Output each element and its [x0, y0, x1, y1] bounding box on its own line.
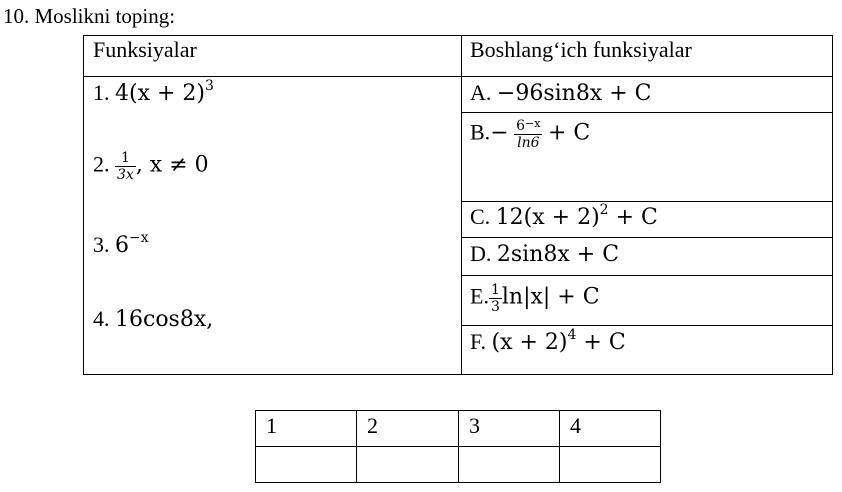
answer-b	[470, 118, 590, 151]
answer-e	[470, 282, 600, 315]
function-fraction	[115, 150, 136, 183]
table-border-left	[83, 35, 84, 375]
answer-letter: F.	[470, 329, 486, 354]
answer-f	[470, 329, 626, 355]
function-number: 4.	[93, 306, 110, 331]
table-border-bottom	[83, 374, 833, 375]
answer-divider	[461, 325, 833, 326]
fraction-denominator: ln6	[514, 134, 542, 151]
answer-fraction	[514, 118, 542, 151]
answer-c	[470, 204, 658, 230]
answer-letter: A.	[470, 80, 492, 105]
grid-answer-cell-2[interactable]	[367, 450, 455, 480]
grid-answer-cell-4[interactable]	[570, 450, 658, 480]
answer-a	[470, 80, 651, 106]
grid-answer-cell-1[interactable]	[266, 450, 354, 480]
answer-divider	[461, 201, 833, 202]
table-border-top	[83, 35, 833, 36]
function-exponent: 3	[205, 78, 214, 94]
answer-letter: D.	[470, 241, 492, 266]
grid-border-left	[255, 410, 256, 483]
header-functions: Funksiyalar	[93, 37, 197, 62]
answer-sign: −	[490, 120, 509, 146]
grid-column-divider	[458, 410, 459, 483]
table-column-divider	[461, 35, 462, 375]
grid-header-1: 1	[266, 413, 277, 438]
answer-exponent: 4	[567, 327, 577, 343]
answer-divider	[461, 112, 833, 113]
grid-column-divider	[356, 410, 357, 483]
function-exponent: −x	[129, 230, 149, 246]
function-4	[93, 306, 213, 332]
function-number: 1.	[93, 80, 110, 105]
grid-header-3: 3	[469, 413, 480, 438]
grid-answer-cell-3[interactable]	[469, 450, 557, 480]
answer-expression: ln|x| + C	[501, 284, 600, 310]
table-border-right	[832, 35, 833, 375]
answer-constant: + C	[547, 120, 591, 146]
fraction-denominator: 3	[490, 299, 500, 315]
function-2	[93, 150, 209, 183]
answer-expression: 2sin8x + C	[496, 242, 620, 267]
table-header-divider	[83, 76, 833, 77]
function-condition: , x ≠ 0	[135, 152, 209, 178]
fraction-numerator: 1	[490, 282, 500, 298]
grid-header-4: 4	[570, 413, 581, 438]
function-expression: 16cos8x,	[115, 307, 214, 332]
fraction-numerator	[514, 118, 542, 134]
function-3	[93, 232, 149, 258]
answer-exponent: 2	[599, 202, 609, 218]
function-expression: 4(x + 2)	[115, 81, 205, 106]
function-number: 3.	[93, 232, 110, 257]
answer-expression: 12(x + 2)	[495, 205, 600, 230]
function-1	[93, 80, 214, 106]
fraction-numerator-exponent: −x	[525, 117, 541, 130]
answer-expression: (x + 2)	[491, 330, 568, 355]
answer-constant: + C	[576, 330, 626, 355]
fraction-numerator-base: 6	[516, 118, 526, 134]
function-base: 6	[115, 233, 129, 258]
answer-letter: E.	[470, 283, 489, 309]
answer-d	[470, 241, 619, 267]
answer-letter: C.	[470, 204, 491, 229]
answer-divider	[461, 275, 833, 276]
fraction-numerator: 1	[120, 150, 130, 166]
header-antiderivatives: Boshlang‘ich funksiyalar	[470, 37, 692, 62]
answer-letter: B.	[470, 119, 491, 145]
fraction-denominator: 3x	[117, 167, 134, 183]
answer-constant: + C	[608, 205, 658, 230]
answer-fraction	[489, 282, 502, 315]
function-number: 2.	[93, 151, 110, 177]
answer-expression: −96sin8x + C	[496, 81, 652, 106]
grid-header-2: 2	[367, 413, 378, 438]
grid-border-right	[660, 410, 661, 483]
grid-column-divider	[559, 410, 560, 483]
task-title: 10. Moslikni toping:	[3, 4, 176, 28]
answer-divider	[461, 237, 833, 238]
